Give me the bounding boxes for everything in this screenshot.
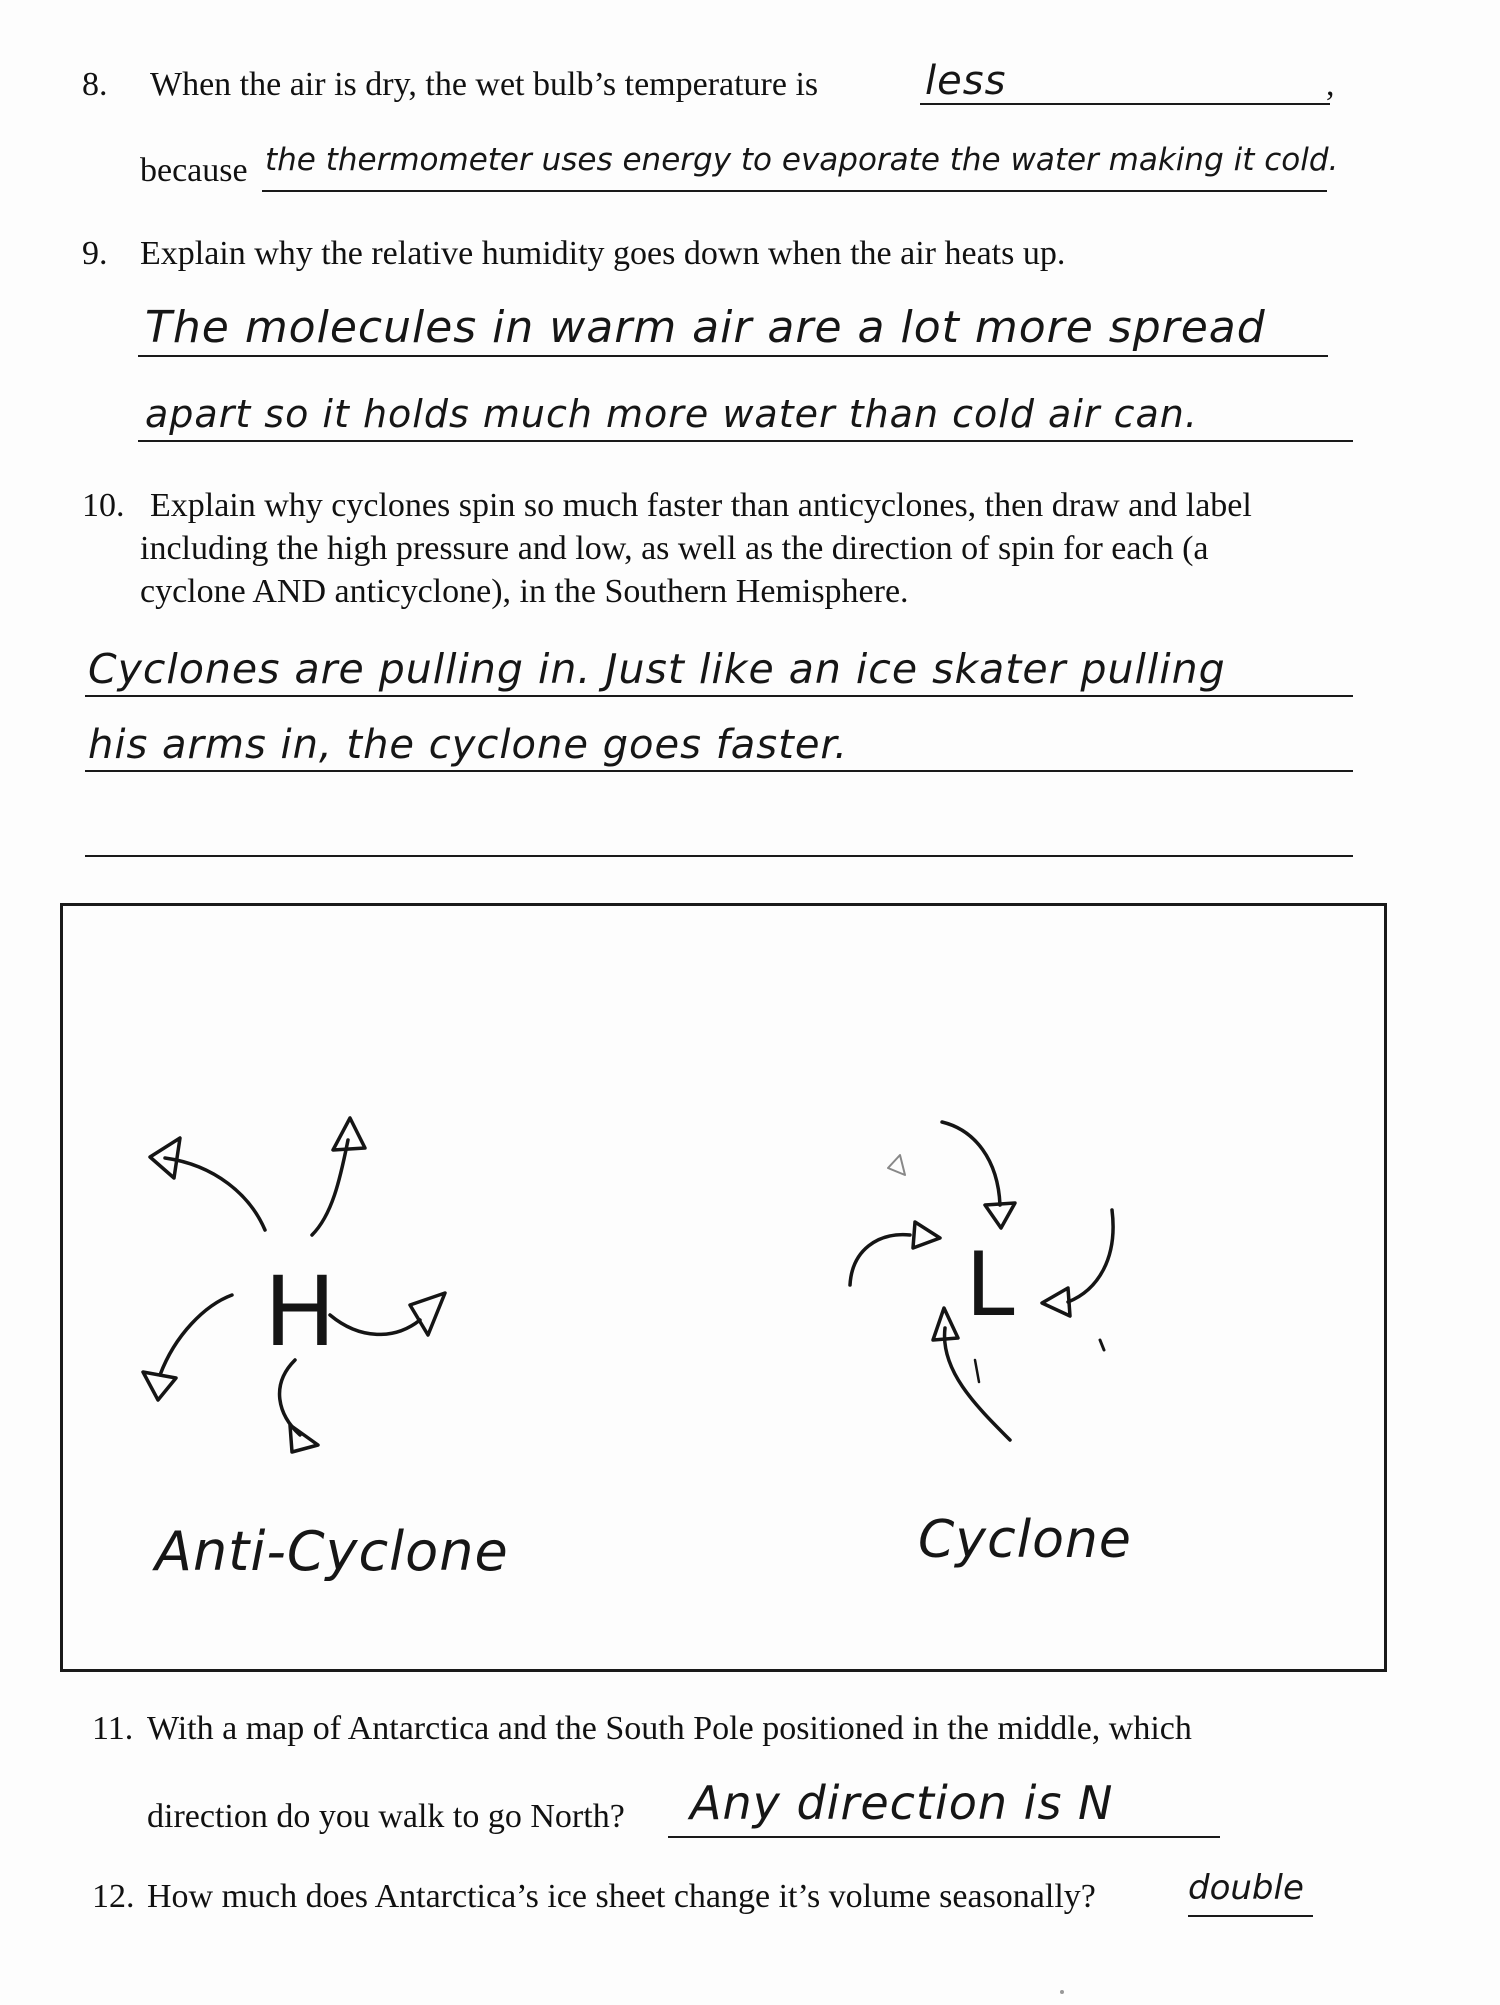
anticyclone-arrow-right <box>330 1293 445 1335</box>
q8-number: 8. <box>82 66 108 103</box>
q10-answer-line-2: his arms in, the cyclone goes faster. <box>88 722 848 768</box>
q8-answer: less <box>925 58 1007 104</box>
scan-speck <box>1060 1990 1064 1994</box>
q8-trailing: , <box>1326 66 1335 103</box>
q8-prompt: When the air is dry, the wet bulb’s temperature is <box>150 66 819 103</box>
anticyclone-arrow-upper-left <box>150 1138 265 1230</box>
q8-because-answer: the thermometer uses energy to evaporate the water making it cold. <box>265 142 1339 178</box>
q12-prompt: How much does Antarctica’s ice sheet change it’s volume seasonally? <box>147 1878 1096 1915</box>
q10-prompt-line-3: cyclone AND anticyclone), in the Southern Hemisphere. <box>140 573 909 610</box>
cyclone-stray-mark <box>975 1360 979 1382</box>
cyclone-arrow-top <box>942 1122 1015 1228</box>
anticyclone-arrow-left <box>143 1295 232 1400</box>
q9-answer-line-2: apart so it holds much more water than cold air can. <box>145 392 1198 436</box>
q12-answer-line <box>1188 1915 1313 1917</box>
cyclone-faint-arrowhead <box>888 1155 905 1175</box>
anticyclone-arrow-bottom <box>280 1360 318 1452</box>
cyclone-label: Cyclone <box>918 1510 1132 1570</box>
high-pressure-letter: H <box>263 1256 337 1368</box>
anticyclone-label: Anti-Cyclone <box>155 1520 509 1583</box>
q11-number: 11. <box>92 1710 134 1747</box>
cyclone-arrow-right <box>1042 1210 1113 1316</box>
q9-prompt: Explain why the relative humidity goes down when the air heats up. <box>140 235 1066 272</box>
cyclone-arrow-left <box>850 1222 940 1285</box>
q11-prompt-line-2: direction do you walk to go North? <box>147 1798 625 1835</box>
anticyclone-arrow-upper-right <box>312 1118 365 1235</box>
q12-number: 12. <box>92 1878 135 1915</box>
q10-number: 10. <box>82 487 125 524</box>
q8-because-label: because <box>140 152 248 189</box>
q9-number: 9. <box>82 235 108 272</box>
stray-dot-mark <box>1100 1340 1104 1350</box>
q11-answer: Any direction is N <box>690 1776 1114 1830</box>
q10-prompt-line-1: Explain why cyclones spin so much faster than anticyclones, then draw and label <box>150 487 1252 524</box>
q10-answer-line-1: Cyclones are pulling in. Just like an ice skater pulling <box>88 645 1226 693</box>
q10-prompt-line-2: including the high pressure and low, as well as the direction of spin for each (a <box>140 530 1209 567</box>
q11-prompt-line-1: With a map of Antarctica and the South Pole positioned in the middle, which <box>147 1710 1192 1747</box>
q9-answer-line-1: The molecules in warm air are a lot more spread <box>145 302 1266 353</box>
q12-answer: double <box>1188 1868 1304 1908</box>
q11-answer-line <box>668 1836 1220 1838</box>
low-pressure-letter: L <box>965 1233 1015 1336</box>
